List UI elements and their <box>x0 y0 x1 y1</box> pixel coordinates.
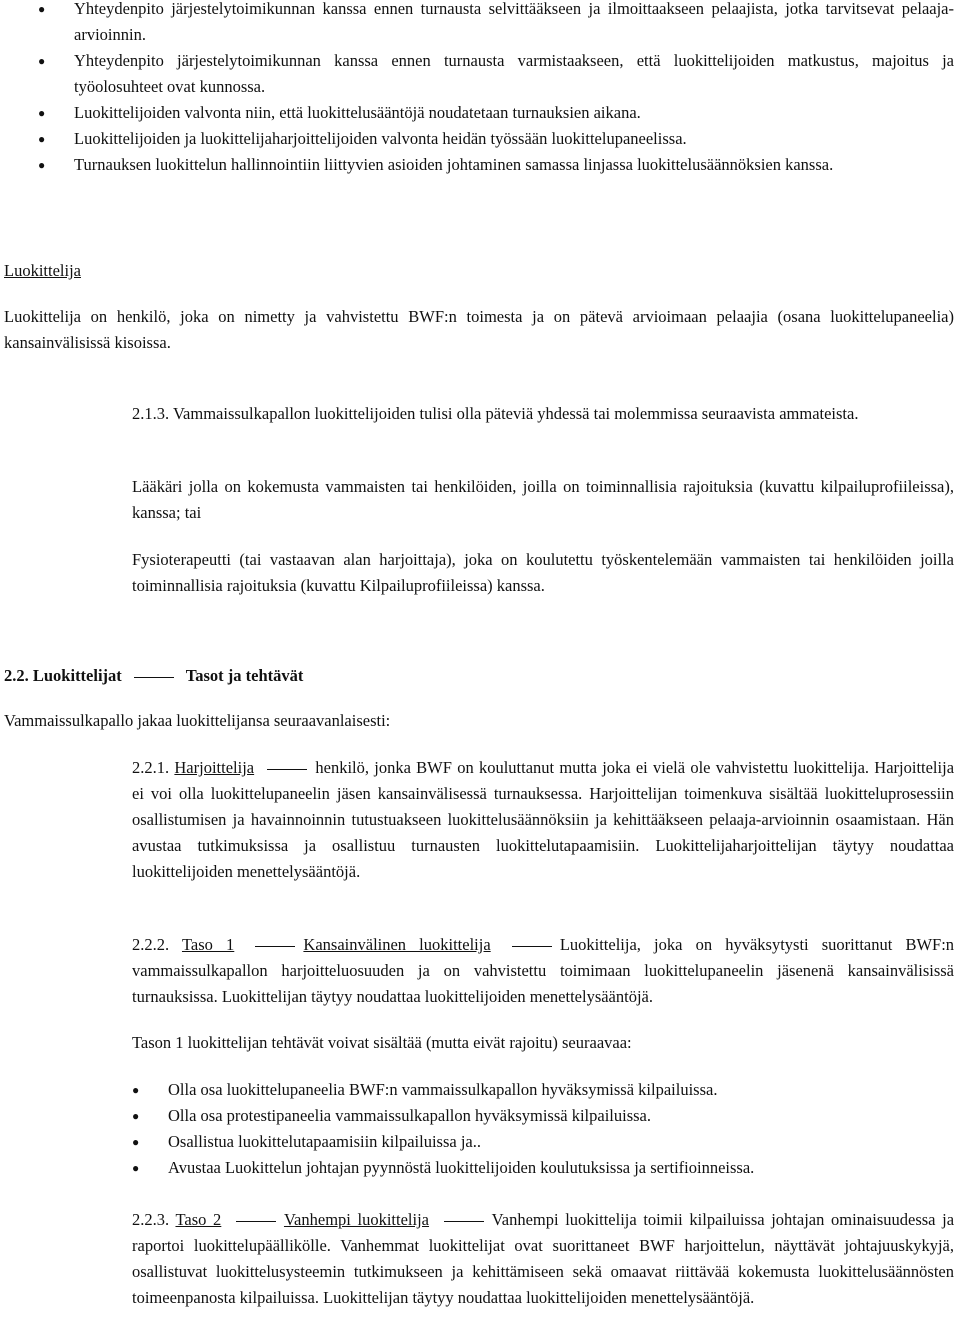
list-item: ● Yhteydenpito järjestelytoimikunnan kanssa ennen turnausta varmistaakseen, että luokittelijoiden matkustus, majoitus ja työolosuhteet ovat kunnossa. <box>0 48 960 100</box>
bullet-icon: ● <box>132 1109 140 1123</box>
luokittelija-definition: Luokittelija on henkilö, joka on nimetty ja vahvistettu BWF:n toimesta ja on pätevä arvioimaan pelaajia (osana luokittelupaneelia) kansainvälisissä kisoissa. <box>4 307 954 352</box>
term-taso-1: Taso 1 <box>181 935 235 954</box>
section-2-2-intro: Vammaissulkapallo jakaa luokittelijansa seuraavanlaisesti: <box>4 711 391 730</box>
em-dash <box>512 946 552 947</box>
section-2-2-1: 2.2.1. Harjoittelija henkilö, jonka BWF on kouluttanut mutta joka ei vielä ole vahvistettu luokittelija. Harjoittelija ei voi olla luokittelupaneelin jäsen kansainvälisessä turnauksessa. Harjoittelijan toimenkuva sisältää luokitteluprosessiin osallistumisen ja havainnoinnin tutustuakseen luokittelusäännöksiin ja kehittääkseen pelaaja-arvioinnin osaamistaan. Hän avustaa tutkimuksissa ja osallistuu turnausten luokittelutapaamisiin. Luokittelijaharjoittelijan täytyy noudattaa luokittelijoiden menettelysääntöjä. <box>132 758 955 881</box>
list-item: ● Olla osa protestipaneelia vammaissulkapallon hyväksymissä kilpailuissa. <box>0 1103 960 1129</box>
term-taso-2: Taso 2 <box>175 1210 222 1229</box>
list-item: ● Osallistua luokittelutapaamisiin kilpailuissa ja.. <box>0 1129 960 1155</box>
bullet-icon: ● <box>132 1083 140 1097</box>
section-2-1-3: 2.1.3. Vammaissulkapallon luokittelijoiden tulisi olla päteviä yhdessä tai molemmissa seuraavista ammateista. <box>132 404 859 423</box>
bullet-icon: ● <box>38 2 46 16</box>
term-vanhempi: Vanhempi luokittelija <box>283 1210 430 1229</box>
section-2-2-3: 2.2.3. Taso 2 Vanhempi luokittelija Vanhempi luokittelija toimii kilpailuissa johtajan ominaisuudessa ja raportoi luokittelupäällikölle. Vanhemmat luokittelijat ovat suorittaneet BWF harjoittelun, näyttävät johtajuuskykyjä, osallistuvat luokittelusysteemin tutkimukseen ja kehittämiseen sekä omaavat riittävää kokemusta luokittelusäännösten toimeenpanosta kilpailuissa. Luokittelijan täytyy noudattaa luokittelijoiden menettelysääntöjä. <box>132 1210 955 1307</box>
list-item: ● Yhteydenpito järjestelytoimikunnan kanssa ennen turnausta selvittääkseen ja ilmoittaakseen pelaajista, jotka tarvitsevat pelaaja-arvioinnin. <box>0 0 960 48</box>
em-dash <box>134 677 174 678</box>
bullet-icon: ● <box>38 158 46 172</box>
bullet-icon: ● <box>38 54 46 68</box>
bullet-icon: ● <box>38 106 46 120</box>
luokittelija-heading: Luokittelija <box>4 261 81 280</box>
taso1-bullet-list <box>0 1077 960 1181</box>
bullet-icon: ● <box>132 1161 140 1175</box>
em-dash <box>444 1221 484 1222</box>
term-kansainvalinen: Kansainvälinen luokittelija <box>303 935 491 954</box>
em-dash <box>236 1221 276 1222</box>
section-2-2-2: 2.2.2. Taso 1 Kansainvälinen luokittelija Luokittelija, joka on hyväksytysti suorittanut BWF:n vammaissulkapallon harjoitteluosuuden ja on vahvistettu toimimaan luokittelupaneelin jäsenenä kansainvälisissä turnauksissa. Luokittelijan täytyy noudattaa luokittelijoiden menettelysääntöjä. <box>132 935 955 1006</box>
taso1-intro: Tason 1 luokittelijan tehtävät voivat sisältää (mutta eivät rajoitu) seuraavaa: <box>132 1033 632 1052</box>
section-2-2-heading: 2.2. Luokittelijat Tasot ja tehtävät <box>4 666 304 685</box>
top-bullet-list <box>0 0 960 178</box>
list-item: ● Luokittelijoiden valvonta niin, että luokittelusääntöjä noudatetaan turnauksien aikana. <box>0 100 960 126</box>
em-dash <box>255 946 295 947</box>
fysio-paragraph: Fysioterapeutti (tai vastaavan alan harjoittaja), joka on koulutettu työskentelemään vammaisten tai henkilöiden joilla toiminnallisia rajoituksia (kuvattu Kilpailuprofiileissa) kanssa. <box>132 550 954 595</box>
list-item: ● Luokittelijoiden ja luokittelijaharjoittelijoiden valvonta heidän työssään luokittelupaneelissa. <box>0 126 960 152</box>
list-item: ● Olla osa luokittelupaneelia BWF:n vammaissulkapallon hyväksymissä kilpailuissa. <box>0 1077 960 1103</box>
term-harjoittelija: Harjoittelija <box>174 758 255 777</box>
bullet-icon: ● <box>132 1135 140 1149</box>
laakari-paragraph: Lääkäri jolla on kokemusta vammaisten tai henkilöiden, joilla on toiminnallisia rajoituksia (kuvattu kilpailuprofiileissa), kanssa; tai <box>132 477 954 522</box>
list-item: ● Turnauksen luokittelun hallinnointiin liittyvien asioiden johtaminen samassa linjassa luokittelusäännöksien kanssa. <box>0 152 960 178</box>
em-dash <box>267 769 307 770</box>
list-item: ● Avustaa Luokittelun johtajan pyynnöstä luokittelijoiden koulutuksissa ja sertifioinneissa. <box>0 1155 960 1181</box>
bullet-icon: ● <box>38 132 46 146</box>
